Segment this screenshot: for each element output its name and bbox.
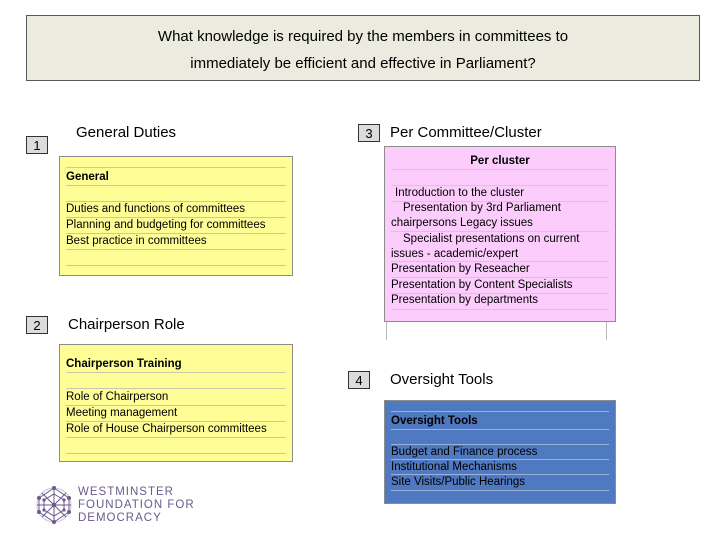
header-line-2: immediately be efficient and effective in Parliament? [190,55,536,72]
panel-title-general: General [66,171,109,183]
general-panel [59,156,293,276]
list-item: Duties and functions of committees [66,203,245,215]
list-item: Presentation by Reseacher [391,263,530,275]
section-number-3: 3 [358,124,380,142]
panel-title-oversight: Oversight Tools [391,415,478,427]
list-item: Institutional Mechanisms [391,461,517,473]
logo-line-1: WESTMINSTER [78,486,174,498]
section-title-per-committee: Per Committee/Cluster [390,124,542,141]
section-title-oversight-tools: Oversight Tools [390,371,494,388]
section-number-2: 2 [26,316,48,334]
list-item: Role of House Chairperson committees [66,423,267,435]
list-item: Planning and budgeting for committees [66,219,266,231]
logo-line-3: DEMOCRACY [78,512,162,524]
list-item: Specialist presentations on current [403,233,580,245]
chairperson-panel [59,344,293,462]
section-number-1: 1 [26,136,48,154]
header-line-1: What knowledge is required by the members in committees to [157,28,569,45]
wfd-logo-icon [34,484,74,526]
list-item: Presentation by 3rd Parliament [403,202,561,214]
section-title-general-duties: General Duties [76,124,177,141]
list-item: chairpersons Legacy issues [391,217,533,229]
panel-title-chairperson: Chairperson Training [66,358,182,370]
divider [606,322,607,340]
list-item: Presentation by Content Specialists [391,279,573,291]
wfd-logo-text [78,486,195,525]
list-item: Role of Chairperson [66,391,169,403]
list-item: Introduction to the cluster [395,187,525,199]
question-header [26,15,700,81]
list-item: Best practice in committees [66,235,207,247]
panel-title-per-cluster: Per cluster [470,155,530,167]
section-number-4: 4 [348,371,370,389]
oversight-panel [384,400,616,504]
divider [386,322,387,340]
list-item: Budget and Finance process [391,446,538,458]
list-item: issues - academic/expert [391,248,519,260]
section-title-chairperson-role: Chairperson Role [68,316,185,333]
per-cluster-panel [384,146,616,322]
list-item: Meeting management [66,407,178,419]
logo-line-2: FOUNDATION FOR [78,499,195,511]
list-item: Site Visits/Public Hearings [391,476,526,488]
list-item: Presentation by departments [391,294,539,306]
